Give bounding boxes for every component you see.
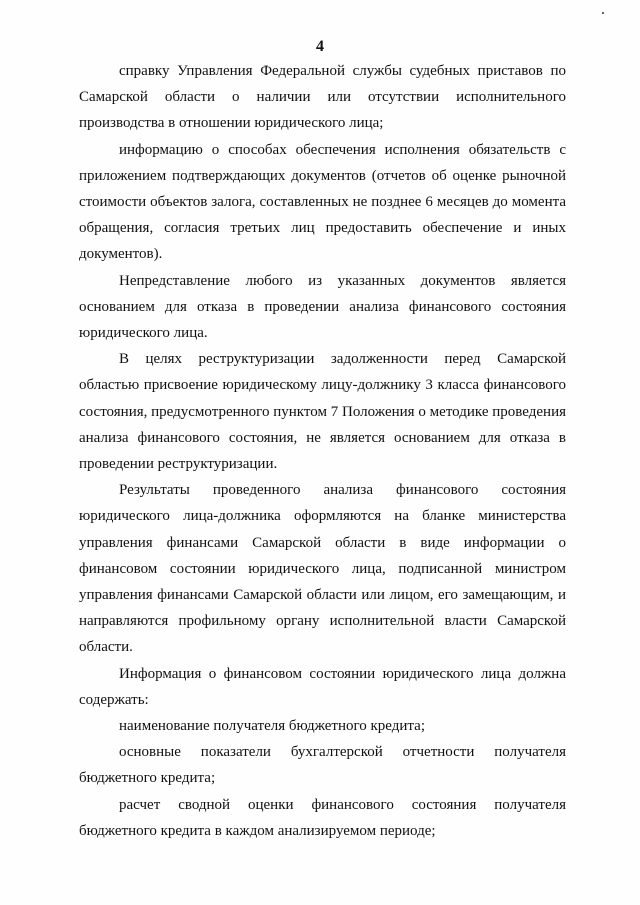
paragraph-bailiff-certificate: справку Управления Федеральной службы судебных приставов по Самарской области о наличии или отсутствии исполнительного производства в отношении юридического лица; bbox=[79, 63, 566, 132]
page-number: 4 bbox=[316, 38, 324, 55]
paragraph-restructuring: В целях реструктуризации задолженности перед Самарской областью присвоение юридическому лицу-должнику 3 класса финансового состояния, предусмотренного пунктом 7 Положения о методике проведения анализа финансового состояния, не является основанием для отказа в проведении реструктуризации. bbox=[79, 351, 566, 473]
list-item-recipient-name: наименование получателя бюджетного кредита; bbox=[119, 718, 425, 735]
list-item-summary-assessment: расчет сводной оценки финансового состояния получателя бюджетного кредита в каждом анализируемом периоде; bbox=[79, 796, 566, 839]
list-item-accounting-indicators: основные показатели бухгалтерской отчетности получателя бюджетного кредита; bbox=[79, 744, 566, 787]
paragraph-security-methods: информацию о способах обеспечения исполнения обязательств с приложением подтверждающих документов (отчетов об оценке рыночной стоимости объектов залога, составленных не позднее 6 месяцев до момента обращения, согласия третьих лиц предоставить обеспечение и иных документов). bbox=[79, 141, 566, 263]
paragraph-analysis-results: Результаты проведенного анализа финансового состояния юридического лица-должника оформляются на бланке министерства управления финансами Самарской области в виде информации о финансовом состоянии юридического лица, подписанной министром управления финансами Самарской области или лицом, его замещающим, и направляются профильному органу исполнительной власти Самарской области. bbox=[79, 482, 566, 656]
scan-speck bbox=[602, 12, 604, 14]
document-body bbox=[79, 58, 566, 844]
paragraph-refusal-grounds: Непредставление любого из указанных документов является основанием для отказа в проведении анализа финансового состояния юридического лица. bbox=[79, 272, 566, 342]
paragraph-info-contents: Информация о финансовом состоянии юридического лица должна содержать: bbox=[79, 665, 566, 708]
